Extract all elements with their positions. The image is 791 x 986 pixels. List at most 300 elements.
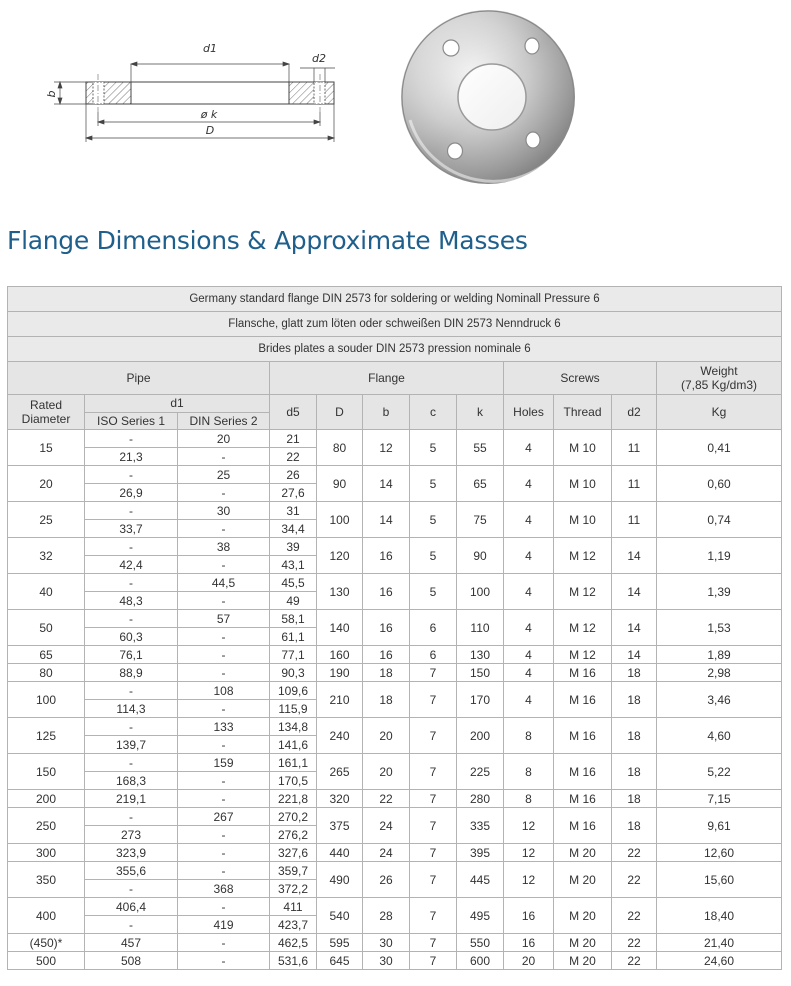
d5-cell: 22	[270, 448, 317, 466]
c-cell: 5	[410, 430, 457, 466]
weight-cell: 7,15	[657, 790, 782, 808]
rated-diameter-cell: 500	[8, 952, 85, 970]
c-cell: 7	[410, 664, 457, 682]
table-row	[8, 754, 782, 772]
iso-series-cell: -	[85, 682, 178, 700]
d2-cell: 22	[612, 952, 657, 970]
din-series-cell: -	[178, 862, 270, 880]
group-flange: Flange	[270, 362, 504, 395]
flange-section	[86, 74, 334, 112]
din-series-cell: -	[178, 484, 270, 502]
rated-diameter-cell: 32	[8, 538, 85, 574]
table-row	[8, 574, 782, 592]
col-holes: Holes	[504, 395, 554, 430]
iso-series-cell: 508	[85, 952, 178, 970]
group-pipe: Pipe	[8, 362, 270, 395]
weight-cell: 1,53	[657, 610, 782, 646]
k-cell: 395	[457, 844, 504, 862]
table-row	[8, 718, 782, 736]
c-cell: 7	[410, 934, 457, 952]
din-series-cell: -	[178, 952, 270, 970]
thread-cell: M 20	[554, 898, 612, 934]
iso-series-cell: -	[85, 574, 178, 592]
c-cell: 6	[410, 610, 457, 646]
D-cell: 140	[317, 610, 363, 646]
din-series-cell: -	[178, 592, 270, 610]
din-series-cell: 38	[178, 538, 270, 556]
D-cell: 210	[317, 682, 363, 718]
holes-cell: 4	[504, 610, 554, 646]
iso-series-cell: -	[85, 502, 178, 520]
din-series-cell: 159	[178, 754, 270, 772]
d5-cell: 45,5	[270, 574, 317, 592]
thread-cell: M 16	[554, 682, 612, 718]
d5-cell: 77,1	[270, 646, 317, 664]
table-row	[8, 538, 782, 556]
col-d2: d2	[612, 395, 657, 430]
d5-cell: 411	[270, 898, 317, 916]
b-cell: 16	[363, 610, 410, 646]
d2-cell: 18	[612, 718, 657, 754]
d5-cell: 58,1	[270, 610, 317, 628]
d2-cell: 18	[612, 808, 657, 844]
c-cell: 7	[410, 682, 457, 718]
din-series-cell: -	[178, 772, 270, 790]
iso-series-cell: 139,7	[85, 736, 178, 754]
iso-series-cell: -	[85, 880, 178, 898]
d2-cell: 18	[612, 682, 657, 718]
weight-density: (7,85 Kg/dm3)	[680, 378, 758, 392]
din-series-cell: 44,5	[178, 574, 270, 592]
k-cell: 550	[457, 934, 504, 952]
d5-cell: 221,8	[270, 790, 317, 808]
d5-cell: 161,1	[270, 754, 317, 772]
weight-cell: 5,22	[657, 754, 782, 790]
weight-cell: 4,60	[657, 718, 782, 754]
flange-dimensions-table	[7, 286, 782, 970]
D-cell: 240	[317, 718, 363, 754]
din-series-cell: 133	[178, 718, 270, 736]
d5-cell: 31	[270, 502, 317, 520]
d5-cell: 39	[270, 538, 317, 556]
D-cell: 160	[317, 646, 363, 664]
iso-series-cell: 42,4	[85, 556, 178, 574]
din-series-cell: -	[178, 844, 270, 862]
din-series-cell: -	[178, 628, 270, 646]
table-row	[8, 844, 782, 862]
k-cell: 150	[457, 664, 504, 682]
iso-series-cell: -	[85, 610, 178, 628]
rated-diameter-cell: 350	[8, 862, 85, 898]
weight-cell: 18,40	[657, 898, 782, 934]
d2-cell: 22	[612, 898, 657, 934]
col-c: c	[410, 395, 457, 430]
k-cell: 110	[457, 610, 504, 646]
col-d1: d1	[85, 395, 270, 413]
rated-diameter-cell: 40	[8, 574, 85, 610]
b-cell: 30	[363, 934, 410, 952]
holes-cell: 4	[504, 664, 554, 682]
holes-cell: 20	[504, 952, 554, 970]
flange-drawing	[0, 0, 791, 200]
label-d2: d2	[312, 52, 326, 65]
thread-cell: M 20	[554, 844, 612, 862]
iso-series-cell: 21,3	[85, 448, 178, 466]
d5-cell: 27,6	[270, 484, 317, 502]
rated-diameter-cell: 100	[8, 682, 85, 718]
d5-cell: 423,7	[270, 916, 317, 934]
rated-diameter-cell: 400	[8, 898, 85, 934]
table-row	[8, 502, 782, 520]
col-kg: Kg	[657, 395, 782, 430]
label-k: ø k	[200, 108, 218, 121]
table-row	[8, 430, 782, 448]
d5-cell: 462,5	[270, 934, 317, 952]
D-cell: 80	[317, 430, 363, 466]
thread-cell: M 16	[554, 718, 612, 754]
d5-cell: 90,3	[270, 664, 317, 682]
col-d5: d5	[270, 395, 317, 430]
d5-cell: 372,2	[270, 880, 317, 898]
k-cell: 495	[457, 898, 504, 934]
din-series-cell: -	[178, 826, 270, 844]
rated-diameter-cell: 20	[8, 466, 85, 502]
c-cell: 7	[410, 844, 457, 862]
b-cell: 28	[363, 898, 410, 934]
D-cell: 540	[317, 898, 363, 934]
din-series-cell: -	[178, 934, 270, 952]
d5-cell: 327,6	[270, 844, 317, 862]
D-cell: 190	[317, 664, 363, 682]
page-title: Flange Dimensions & Approximate Masses	[7, 226, 528, 255]
din-series-cell: -	[178, 520, 270, 538]
D-cell: 265	[317, 754, 363, 790]
D-cell: 645	[317, 952, 363, 970]
figure-area	[0, 0, 791, 200]
holes-cell: 8	[504, 754, 554, 790]
iso-series-cell: 219,1	[85, 790, 178, 808]
weight-cell: 0,60	[657, 466, 782, 502]
weight-cell: 1,39	[657, 574, 782, 610]
d5-cell: 531,6	[270, 952, 317, 970]
b-cell: 22	[363, 790, 410, 808]
b-cell: 20	[363, 754, 410, 790]
d2-cell: 14	[612, 574, 657, 610]
din-series-cell: -	[178, 556, 270, 574]
col-rated-line1: Rated	[29, 398, 63, 412]
rated-diameter-cell: 50	[8, 610, 85, 646]
rated-diameter-cell: 300	[8, 844, 85, 862]
col-rated-diameter	[8, 395, 85, 430]
k-cell: 225	[457, 754, 504, 790]
weight-cell: 0,74	[657, 502, 782, 538]
thread-cell: M 12	[554, 574, 612, 610]
b-cell: 16	[363, 574, 410, 610]
k-cell: 130	[457, 646, 504, 664]
thread-cell: M 16	[554, 664, 612, 682]
d2-cell: 18	[612, 754, 657, 790]
weight-cell: 15,60	[657, 862, 782, 898]
rated-diameter-cell: (450)*	[8, 934, 85, 952]
holes-cell: 4	[504, 502, 554, 538]
D-cell: 90	[317, 466, 363, 502]
d2-cell: 22	[612, 862, 657, 898]
iso-series-cell: 33,7	[85, 520, 178, 538]
col-k: k	[457, 395, 504, 430]
iso-series-cell: 168,3	[85, 772, 178, 790]
thread-cell: M 10	[554, 502, 612, 538]
flange-photo	[401, 10, 575, 184]
din-series-cell: 267	[178, 808, 270, 826]
col-thread: Thread	[554, 395, 612, 430]
d5-cell: 134,8	[270, 718, 317, 736]
table-row	[8, 934, 782, 952]
holes-cell: 16	[504, 898, 554, 934]
k-cell: 280	[457, 790, 504, 808]
d5-cell: 170,5	[270, 772, 317, 790]
iso-series-cell: 48,3	[85, 592, 178, 610]
thread-cell: M 12	[554, 646, 612, 664]
group-weight	[657, 362, 782, 395]
col-iso-series: ISO Series 1	[85, 412, 178, 430]
d2-cell: 22	[612, 844, 657, 862]
D-cell: 120	[317, 538, 363, 574]
holes-cell: 4	[504, 682, 554, 718]
k-cell: 170	[457, 682, 504, 718]
rated-diameter-cell: 125	[8, 718, 85, 754]
thread-cell: M 12	[554, 610, 612, 646]
k-cell: 90	[457, 538, 504, 574]
b-cell: 18	[363, 682, 410, 718]
table-row	[8, 466, 782, 484]
D-cell: 375	[317, 808, 363, 844]
table-row	[8, 862, 782, 880]
col-b: b	[363, 395, 410, 430]
weight-cell: 0,41	[657, 430, 782, 466]
c-cell: 7	[410, 952, 457, 970]
weight-cell: 24,60	[657, 952, 782, 970]
d2-cell: 11	[612, 430, 657, 466]
b-cell: 14	[363, 466, 410, 502]
d5-cell: 276,2	[270, 826, 317, 844]
D-cell: 320	[317, 790, 363, 808]
thread-cell: M 16	[554, 754, 612, 790]
b-cell: 16	[363, 538, 410, 574]
d2-cell: 14	[612, 646, 657, 664]
iso-series-cell: 76,1	[85, 646, 178, 664]
caption-german: Flansche, glatt zum löten oder schweißen DIN 2573 Nenndruck 6	[8, 312, 782, 337]
iso-series-cell: 26,9	[85, 484, 178, 502]
iso-series-cell: 457	[85, 934, 178, 952]
D-cell: 440	[317, 844, 363, 862]
iso-series-cell: -	[85, 538, 178, 556]
k-cell: 335	[457, 808, 504, 844]
iso-series-cell: 60,3	[85, 628, 178, 646]
rated-diameter-cell: 15	[8, 430, 85, 466]
d2-cell: 14	[612, 610, 657, 646]
b-cell: 20	[363, 718, 410, 754]
holes-cell: 4	[504, 538, 554, 574]
thread-cell: M 20	[554, 934, 612, 952]
thread-cell: M 20	[554, 862, 612, 898]
label-D: D	[205, 124, 215, 137]
thread-cell: M 12	[554, 538, 612, 574]
weight-cell: 2,98	[657, 664, 782, 682]
col-din-series: DIN Series 2	[178, 412, 270, 430]
holes-cell: 4	[504, 574, 554, 610]
holes-cell: 8	[504, 790, 554, 808]
table-row	[8, 682, 782, 700]
iso-series-cell: -	[85, 916, 178, 934]
b-cell: 24	[363, 808, 410, 844]
din-series-cell: 20	[178, 430, 270, 448]
thread-cell: M 16	[554, 790, 612, 808]
din-series-cell: -	[178, 646, 270, 664]
thread-cell: M 16	[554, 808, 612, 844]
table-row	[8, 790, 782, 808]
table-row	[8, 952, 782, 970]
D-cell: 100	[317, 502, 363, 538]
c-cell: 5	[410, 574, 457, 610]
rated-diameter-cell: 200	[8, 790, 85, 808]
holes-cell: 8	[504, 718, 554, 754]
c-cell: 7	[410, 862, 457, 898]
d5-cell: 49	[270, 592, 317, 610]
weight-label: Weight	[700, 364, 738, 378]
k-cell: 65	[457, 466, 504, 502]
D-cell: 130	[317, 574, 363, 610]
d2-cell: 11	[612, 466, 657, 502]
d2-cell: 22	[612, 934, 657, 952]
din-series-cell: 30	[178, 502, 270, 520]
d5-cell: 34,4	[270, 520, 317, 538]
din-series-cell: 25	[178, 466, 270, 484]
d5-cell: 141,6	[270, 736, 317, 754]
k-cell: 55	[457, 430, 504, 466]
table-row	[8, 898, 782, 916]
din-series-cell: 368	[178, 880, 270, 898]
din-series-cell: -	[178, 664, 270, 682]
label-d1: d1	[203, 42, 217, 55]
holes-cell: 4	[504, 430, 554, 466]
d2-cell: 14	[612, 538, 657, 574]
d5-cell: 26	[270, 466, 317, 484]
d2-cell: 18	[612, 790, 657, 808]
b-cell: 30	[363, 952, 410, 970]
din-series-cell: -	[178, 448, 270, 466]
iso-series-cell: 273	[85, 826, 178, 844]
table-row	[8, 646, 782, 664]
c-cell: 5	[410, 502, 457, 538]
d5-cell: 359,7	[270, 862, 317, 880]
iso-series-cell: -	[85, 808, 178, 826]
table-row	[8, 808, 782, 826]
D-cell: 595	[317, 934, 363, 952]
din-series-cell: -	[178, 700, 270, 718]
k-cell: 100	[457, 574, 504, 610]
holes-cell: 4	[504, 646, 554, 664]
c-cell: 7	[410, 718, 457, 754]
k-cell: 445	[457, 862, 504, 898]
c-cell: 7	[410, 898, 457, 934]
rated-diameter-cell: 25	[8, 502, 85, 538]
k-cell: 200	[457, 718, 504, 754]
din-series-cell: -	[178, 898, 270, 916]
holes-cell: 12	[504, 844, 554, 862]
din-series-cell: 57	[178, 610, 270, 628]
iso-series-cell: -	[85, 718, 178, 736]
rated-diameter-cell: 65	[8, 646, 85, 664]
din-series-cell: -	[178, 790, 270, 808]
col-D: D	[317, 395, 363, 430]
group-screws: Screws	[504, 362, 657, 395]
table-row	[8, 610, 782, 628]
c-cell: 5	[410, 538, 457, 574]
d5-cell: 270,2	[270, 808, 317, 826]
weight-cell: 9,61	[657, 808, 782, 844]
c-cell: 7	[410, 790, 457, 808]
iso-series-cell: 323,9	[85, 844, 178, 862]
k-cell: 75	[457, 502, 504, 538]
c-cell: 7	[410, 754, 457, 790]
weight-cell: 12,60	[657, 844, 782, 862]
rated-diameter-cell: 80	[8, 664, 85, 682]
weight-cell: 1,19	[657, 538, 782, 574]
caption-french: Brides plates a souder DIN 2573 pression nominale 6	[8, 337, 782, 362]
din-series-cell: 108	[178, 682, 270, 700]
iso-series-cell: -	[85, 466, 178, 484]
d5-cell: 61,1	[270, 628, 317, 646]
b-cell: 26	[363, 862, 410, 898]
d5-cell: 109,6	[270, 682, 317, 700]
thread-cell: M 20	[554, 952, 612, 970]
holes-cell: 12	[504, 808, 554, 844]
rated-diameter-cell: 150	[8, 754, 85, 790]
d5-cell: 115,9	[270, 700, 317, 718]
thread-cell: M 10	[554, 430, 612, 466]
iso-series-cell: 355,6	[85, 862, 178, 880]
c-cell: 7	[410, 808, 457, 844]
b-cell: 18	[363, 664, 410, 682]
iso-series-cell: -	[85, 430, 178, 448]
col-rated-line2: Diameter	[21, 412, 71, 426]
rated-diameter-cell: 250	[8, 808, 85, 844]
k-cell: 600	[457, 952, 504, 970]
din-series-cell: 419	[178, 916, 270, 934]
label-b: b	[45, 90, 58, 98]
b-cell: 24	[363, 844, 410, 862]
b-cell: 12	[363, 430, 410, 466]
d2-cell: 11	[612, 502, 657, 538]
iso-series-cell: 114,3	[85, 700, 178, 718]
c-cell: 6	[410, 646, 457, 664]
holes-cell: 16	[504, 934, 554, 952]
weight-cell: 21,40	[657, 934, 782, 952]
weight-cell: 1,89	[657, 646, 782, 664]
b-cell: 14	[363, 502, 410, 538]
holes-cell: 4	[504, 466, 554, 502]
caption-standard: Germany standard flange DIN 2573 for soldering or welding Nominall Pressure 6	[8, 287, 782, 312]
D-cell: 490	[317, 862, 363, 898]
iso-series-cell: -	[85, 754, 178, 772]
b-cell: 16	[363, 646, 410, 664]
iso-series-cell: 406,4	[85, 898, 178, 916]
weight-cell: 3,46	[657, 682, 782, 718]
d2-cell: 18	[612, 664, 657, 682]
holes-cell: 12	[504, 862, 554, 898]
thread-cell: M 10	[554, 466, 612, 502]
d5-cell: 21	[270, 430, 317, 448]
